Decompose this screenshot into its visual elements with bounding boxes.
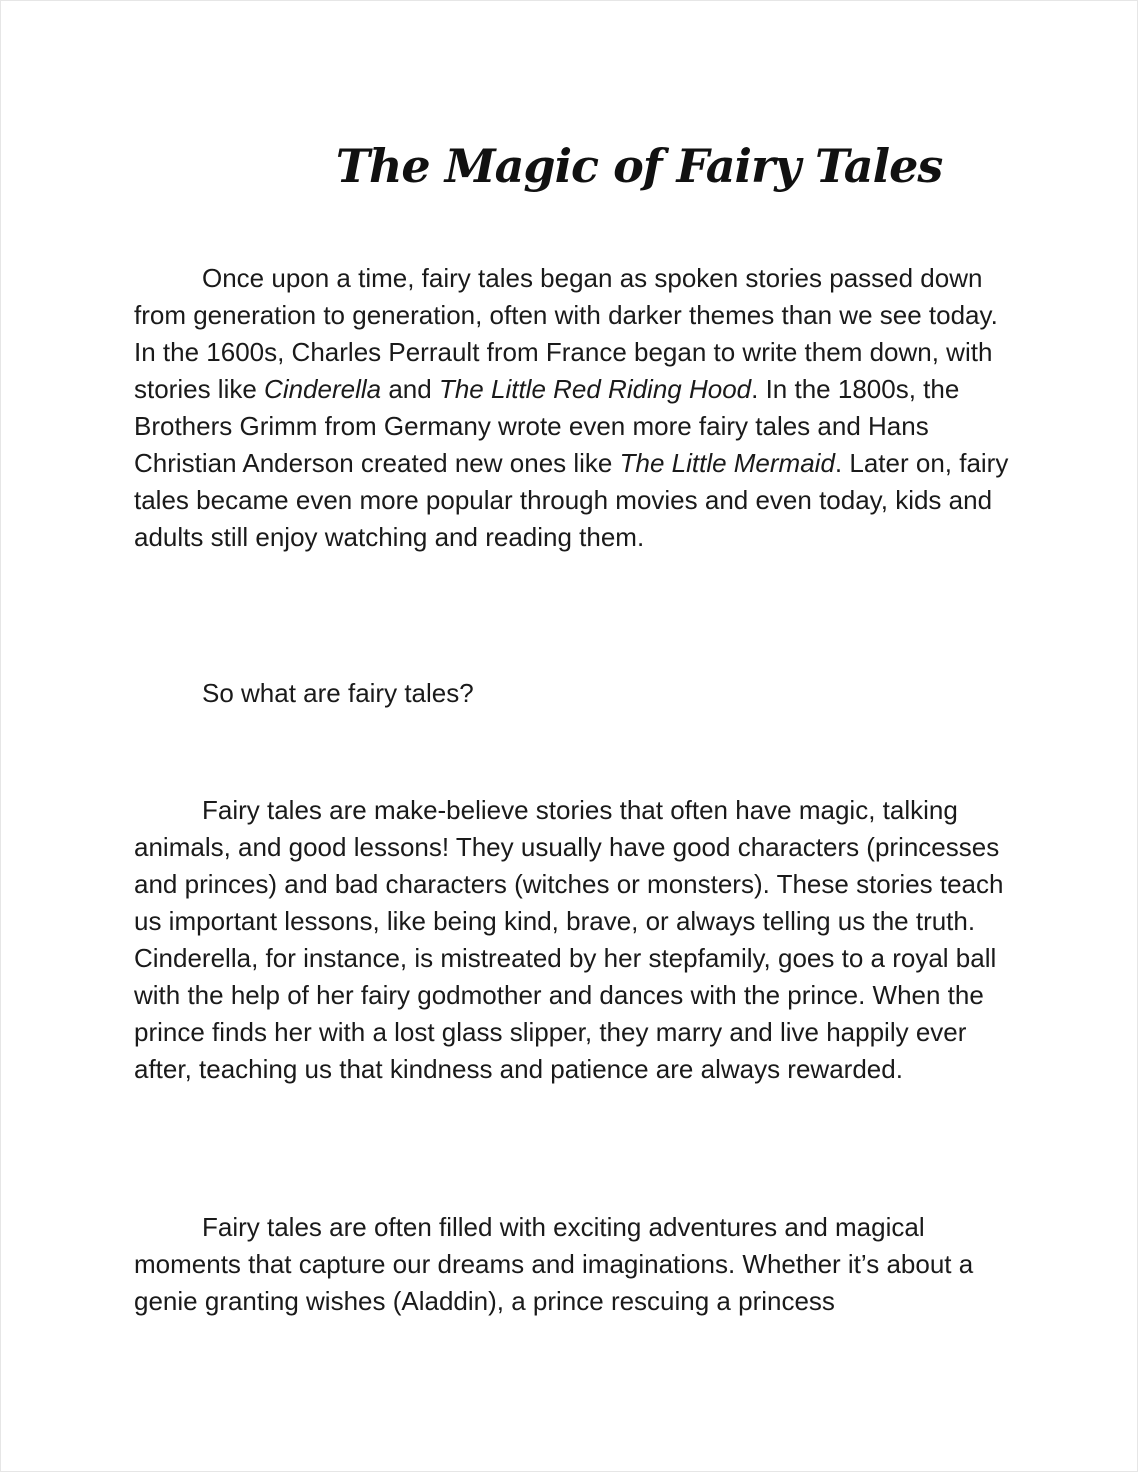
italic-title-cinderella: Cinderella xyxy=(264,374,382,404)
italic-title-red-riding-hood: The Little Red Riding Hood xyxy=(438,374,752,404)
paragraph-question: So what are fairy tales? xyxy=(202,678,474,708)
document-title: The Magic of Fairy Tales xyxy=(335,139,943,193)
paragraph-definition: Fairy tales are make-believe stories that often have magic, talking animals, and good lessons! They usually have good characters (princesses and princes) and bad characters (witches or monsters). These stories teach us important lessons, like being kind, brave, or always telling us the truth. Cinderella, for instance, is mistreated by her stepfamily, goes to a royal ball with the help of her fairy godmother and dances with the prince. When the prince finds her with a lost glass slipper, they marry and live happily ever after, teaching us that kindness and patience are always rewarded. xyxy=(134,795,1004,1084)
paragraph-history-text-4: . Later on, fairy tales became even more popular through movies and even today, kids and adults still enjoy watching and reading them. xyxy=(134,448,1009,552)
paragraph-history-text-3: . In the 1800s, the Brothers Grimm from Germany wrote even more fairy tales and Hans Christian Anderson created new ones like xyxy=(134,374,960,478)
italic-title-little-mermaid: The Little Mermaid xyxy=(619,448,835,478)
paragraph-history xyxy=(134,260,1014,556)
paragraph-history-text-2: and xyxy=(381,374,439,404)
paragraph-adventures: Fairy tales are often filled with exciting adventures and magical moments that capture our dreams and imaginations. Whether it’s about a genie granting wishes (Aladdin), a prince rescuing a princess xyxy=(134,1212,974,1316)
paragraph-history-text-1: Once upon a time, fairy tales began as spoken stories passed down from generation to generation, often with darker themes than we see today. In the 1600s, Charles Perrault from France began to write them down, with stories like xyxy=(134,263,998,404)
